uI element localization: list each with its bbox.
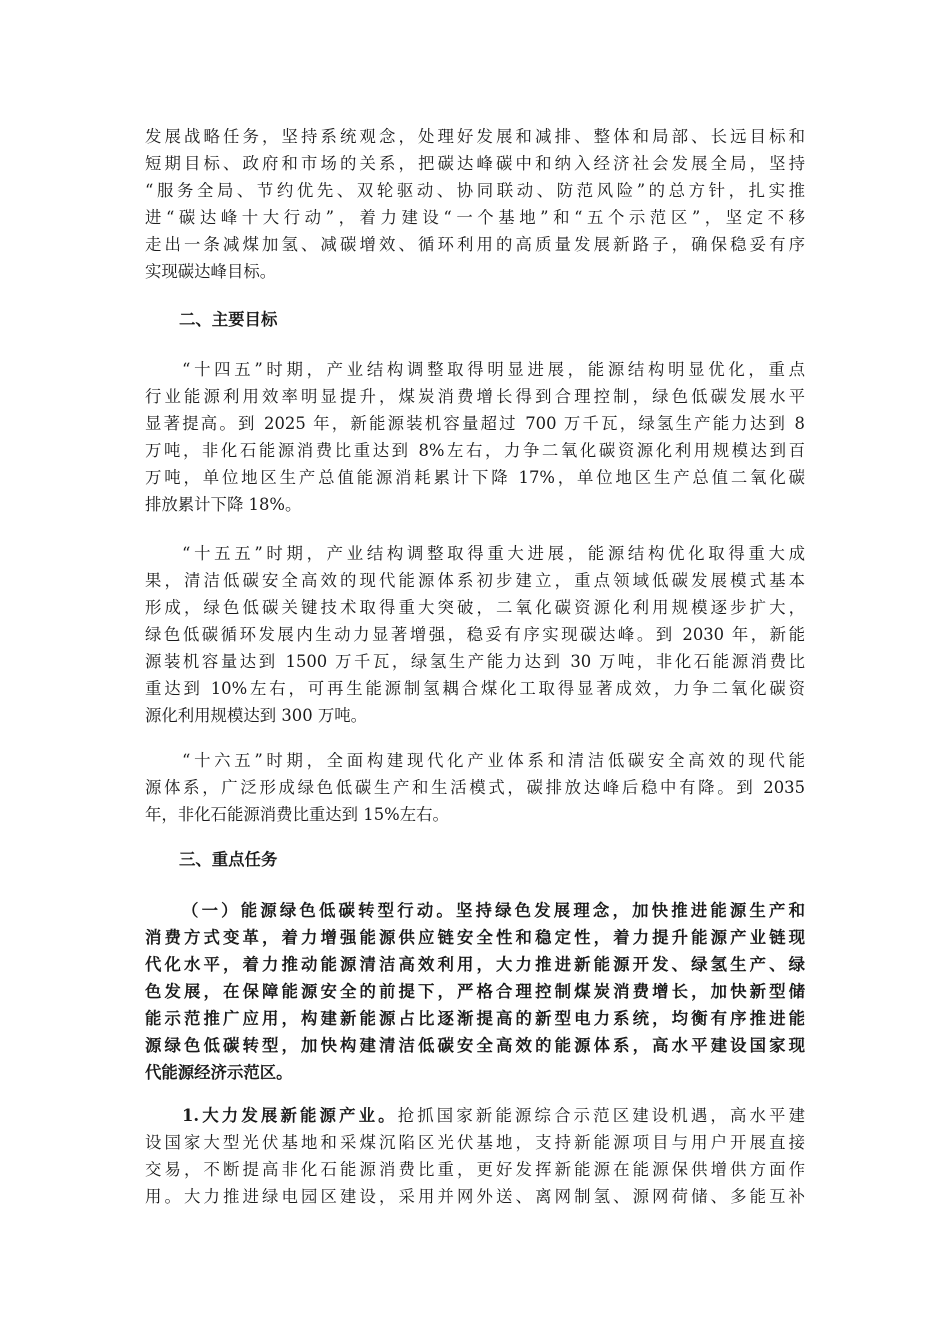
paragraph-line: 源绿色低碳转型，加快构建清洁低碳安全高效的能源体系，高水平建设国家现 <box>145 1036 805 1055</box>
section-heading-main-goals: 二、主要目标 <box>179 310 278 329</box>
paragraph-line: 源体系，广泛形成绿色低碳生产和生活模式，碳排放达峰后稳中有降。到 2035 <box>145 778 805 797</box>
intro-line: 进“碳达峰十大行动”，着力建设“一个基地”和“五个示范区”，坚定不移 <box>145 208 805 227</box>
paragraph-line: 显著提高。到 2025 年，新能源装机容量超过 700 万千瓦，绿氢生产能力达到 8 <box>145 414 805 433</box>
section-heading-key-tasks: 三、重点任务 <box>179 850 278 869</box>
paragraph-line: 代能源经济示范区。 <box>145 1063 293 1082</box>
intro-line: 走出一条减煤加氢、减碳增效、循环利用的高质量发展新路子，确保稳妥有序 <box>145 235 805 254</box>
paragraph-line-text: 抢抓国家新能源综合示范区建设机遇，高水平建 <box>397 1106 805 1125</box>
paragraph-line: 消费方式变革，着力增强能源供应链安全性和稳定性，着力提升能源产业链现 <box>145 928 805 947</box>
paragraph-line: 色发展，在保障能源安全的前提下，严格合理控制煤炭消费增长，加快新型储 <box>145 982 805 1001</box>
paragraph-line: 能示范推广应用，构建新能源占比逐渐提高的新型电力系统，均衡有序推进能 <box>145 1009 805 1028</box>
intro-line: “服务全局、节约优先、双轮驱动、协同联动、防范风险”的总方针，扎实推 <box>145 181 805 200</box>
paragraph-line: 源化利用规模达到 300 万吨。 <box>145 706 368 725</box>
paragraph-line: 排放累计下降 18%。 <box>145 495 302 514</box>
paragraph-line: 设国家大型光伏基地和采煤沉陷区光伏基地，支持新能源项目与用户开展直接 <box>145 1133 805 1152</box>
paragraph-line: （一）能源绿色低碳转型行动。坚持绿色发展理念，加快推进能源生产和 <box>182 901 805 920</box>
intro-line: 实现碳达峰目标。 <box>145 262 277 281</box>
paragraph-line: 交易，不断提高非化石能源消费比重，更好发挥新能源在能源保供增供方面作 <box>145 1160 805 1179</box>
paragraph-lead-bold: 1.大力发展新能源产业。 <box>182 1106 398 1125</box>
paragraph-line: “十四五”时期，产业结构调整取得明显进展，能源结构明显优化，重点 <box>182 360 805 379</box>
intro-line: 短期目标、政府和市场的关系，把碳达峰碳中和纳入经济社会发展全局，坚持 <box>145 154 805 173</box>
paragraph-line: 绿色低碳循环发展内生动力显著增强，稳妥有序实现碳达峰。到 2030 年，新能 <box>145 625 805 644</box>
paragraph-line: 年，非化石能源消费比重达到 15%左右。 <box>145 805 449 824</box>
paragraph-line: “十五五”时期，产业结构调整取得重大进展，能源结构优化取得重大成 <box>182 544 805 563</box>
paragraph-line: 果，清洁低碳安全高效的现代能源体系初步建立，重点领域低碳发展模式基本 <box>145 571 805 590</box>
paragraph-line: 行业能源利用效率明显提升，煤炭消费增长得到合理控制，绿色低碳发展水平 <box>145 387 805 406</box>
paragraph-line: 重达到 10%左右，可再生能源制氢耦合煤化工取得显著成效，力争二氧化碳资 <box>145 679 805 698</box>
paragraph-line: 形成，绿色低碳关键技术取得重大突破，二氧化碳资源化利用规模逐步扩大， <box>145 598 805 617</box>
paragraph-line: “十六五”时期，全面构建现代化产业体系和清洁低碳安全高效的现代能 <box>182 751 805 770</box>
paragraph-line: 用。大力推进绿电园区建设，采用并网外送、离网制氢、源网荷储、多能互补 <box>145 1187 805 1206</box>
intro-line: 发展战略任务，坚持系统观念，处理好发展和减排、整体和局部、长远目标和 <box>145 127 805 146</box>
paragraph-line: 代化水平，着力推动能源清洁高效利用，大力推进新能源开发、绿氢生产、绿 <box>145 955 805 974</box>
paragraph-line <box>182 1102 805 1129</box>
paragraph-line: 万吨，非化石能源消费比重达到 8%左右，力争二氧化碳资源化利用规模达到百 <box>145 441 805 460</box>
paragraph-line: 万吨，单位地区生产总值能源消耗累计下降 17%，单位地区生产总值二氧化碳 <box>145 468 805 487</box>
paragraph-line: 源装机容量达到 1500 万千瓦，绿氢生产能力达到 30 万吨，非化石能源消费比 <box>145 652 805 671</box>
